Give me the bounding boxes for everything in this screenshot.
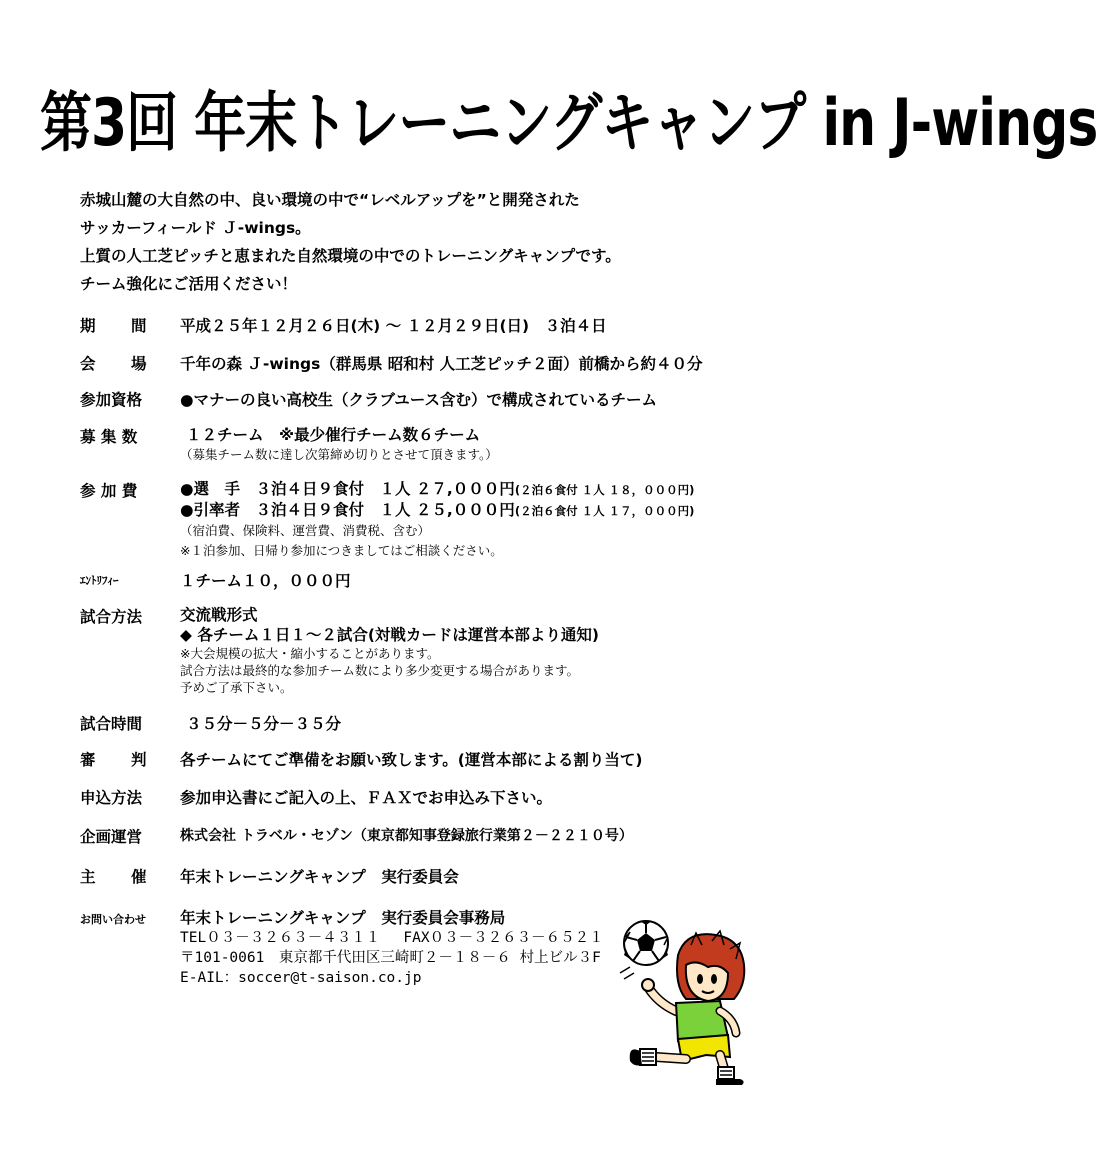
recruit-label: 募 集 数 [80, 428, 138, 446]
intro-line: 上質の人工芝ピッチと恵まれた自然環境の中でのトレーニングキャンプです。 [80, 247, 621, 265]
contact-label: お問い合わせ [80, 913, 146, 926]
organizer-label: 企画運営 [80, 828, 143, 846]
period-label: 期 間 [80, 317, 157, 335]
intro-line: 赤城山麓の大自然の中、良い環境の中で“レベルアップを”と開発された [80, 191, 580, 209]
recruit-note: （募集チーム数に達し次第締め切りとさせて頂きます。） [180, 447, 498, 462]
organizer-value: 株式会社 トラベル・セゾン（東京都知事登録旅行業第２－２２１０号） [180, 828, 633, 844]
contact-email: E-AIL：soccer@t-saison.co.jp [180, 970, 422, 986]
match-format-note: 予めご了承下さい。 [180, 680, 293, 695]
soccer-player-mascot-icon [616, 915, 756, 1085]
contact-name: 年末トレーニングキャンプ 実行委員会事務局 [180, 909, 506, 927]
fee-leader: ●引率者 ３泊４日９食付 １人 ２５,０００円 [180, 501, 515, 519]
match-format-note: ※大会規模の拡大・縮小することがあります。 [180, 646, 440, 661]
fee-leader-alt: (２泊６食付 １人 １７，０００円) [514, 504, 695, 518]
intro-line: チーム強化にご活用ください！ [80, 275, 298, 293]
contact-phone-fax: TEL０３－３２６３－４３１１ FAX０３－３２６３－６５２１ [180, 930, 604, 946]
match-format-detail: ◆ 各チーム１日１～２試合(対戦カードは運営本部より通知) [180, 626, 599, 644]
contact-address: 〒101‐0061 東京都千代田区三崎町２－１８－６ 村上ビル３F [180, 950, 601, 966]
referee-value: 各チームにてご準備をお願い致します。(運営本部による割り当て) [180, 751, 643, 769]
fee-player-alt: (２泊６食付 １人 １８，０００円) [514, 483, 695, 497]
eligibility-label: 参加資格 [80, 391, 143, 409]
host-value: 年末トレーニングキャンプ 実行委員会 [180, 868, 459, 886]
apply-label: 申込方法 [80, 789, 143, 807]
venue-value: 千年の森 Ｊ-wings（群馬県 昭和村 人工芝ピッチ２面）前橋から約４０分 [180, 355, 703, 373]
recruit-value: １２チーム ※最少催行チーム数６チーム [186, 426, 481, 444]
fee-note: （宿泊費、保険料、運営費、消費税、含む） [180, 523, 431, 538]
apply-value: 参加申込書にご記入の上、ＦＡＸでお申込み下さい。 [180, 789, 553, 807]
match-format-value: 交流戦形式 [180, 606, 258, 624]
fee-note: ※１泊参加、日帰り参加につきましてはご相談ください。 [180, 543, 503, 558]
referee-label: 審 判 [80, 751, 157, 769]
fee-player: ●選 手 ３泊４日９食付 １人 ２７,０００円 [180, 480, 515, 498]
venue-label: 会 場 [80, 355, 157, 373]
soccer-ball-icon [624, 921, 668, 965]
entry-fee-value: １チーム１０，０００円 [180, 572, 351, 590]
match-format-label: 試合方法 [80, 608, 143, 626]
entry-fee-label: ｴﾝﾄﾘﾌｨｰ [80, 574, 119, 587]
period-value: 平成２５年１２月２６日(木) ～ １２月２９日(日) ３泊４日 [180, 317, 607, 335]
intro-paragraph [80, 186, 621, 298]
match-format-note: 試合方法は最終的な参加チーム数により多少変更する場合があります。 [180, 663, 580, 678]
eligibility-value: ●マナーの良い高校生（クラブユース含む）で構成されているチーム [180, 391, 657, 409]
fee-label: 参 加 費 [80, 482, 138, 500]
host-label: 主 催 [80, 868, 157, 886]
intro-line: サッカーフィールド Ｊ-wings。 [80, 219, 311, 237]
page-title: 第3回 年末トレーニングキャンプ in J-wings [40, 86, 1097, 162]
match-time-value: ３５分－５分－３５分 [186, 715, 342, 733]
match-time-label: 試合時間 [80, 715, 143, 733]
